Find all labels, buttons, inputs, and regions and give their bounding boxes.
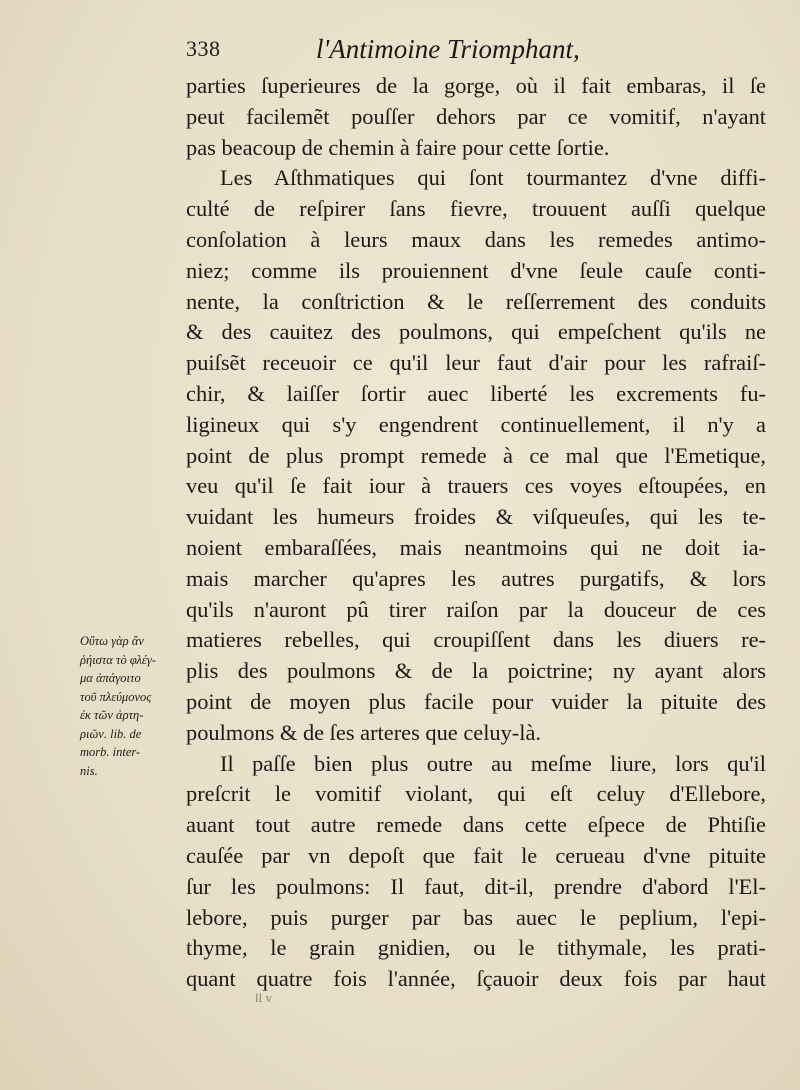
text-line: auant tout autre remede dans cette eſpece de Phtiſie xyxy=(186,812,766,838)
text-line: veu qu'il ſe fait iour à trauers ces voyes eſtoupées, en xyxy=(186,473,766,499)
text-line: ſur les poulmons: Il faut, dit-il, prendre d'abord l'El- xyxy=(186,873,766,899)
text-line: noient embaraſſées, mais neantmoins qui ne doit ia- xyxy=(186,534,766,560)
margin-note-line: ῥήιστα τὸ φλέγ- xyxy=(80,652,156,667)
text-line: matieres rebelles, qui croupiſſent dans les diuers re- xyxy=(186,627,766,653)
text-line: cauſée par vn depoſt que fait le cerueau d'vne pituite xyxy=(186,842,766,868)
text-line: conſolation à leurs maux dans les remedes antimo- xyxy=(186,226,766,252)
margin-note-line: ἐκ τῶν ἀρτη- xyxy=(80,708,144,722)
margin-note-line: morb. inter- xyxy=(80,745,141,759)
text-line: niez; comme ils prouiennent d'vne ſeule cauſe conti- xyxy=(186,257,766,283)
text-line: preſcrit le vomitif violant, qui eſt celuy d'Ellebore, xyxy=(186,781,766,807)
margin-note-line: Οὕτω γὰρ ἂν xyxy=(80,634,144,648)
margin-note-line: τοῦ πλεύμονος xyxy=(80,689,152,704)
text-line: culté de reſpirer ſans fievre, trouuent auſſi quelque xyxy=(186,196,766,222)
margin-note xyxy=(80,632,176,780)
text-line: pas beacoup de chemin à faire pour cette ſortie. xyxy=(186,134,610,160)
margin-note-line: ριῶν. lib. de xyxy=(80,726,142,741)
margin-note-line: μα ἀπάγοιτο xyxy=(80,671,141,685)
text-line: qu'ils n'auront pû tirer raiſon par la douceur de ces xyxy=(186,596,766,622)
margin-note-line: nis. xyxy=(80,763,98,778)
text-line: lebore, puis purger par bas auec le peplium, l'epi- xyxy=(186,904,766,930)
text-line: point de moyen plus facile pour vuider la pituite des xyxy=(186,688,766,714)
text-line: Les Aſthmatiques qui ſont tourmantez d'vne diffi- xyxy=(220,165,766,191)
text-line: chir, & laiſſer ſortir auec liberté les excrements fu- xyxy=(186,380,766,406)
body-text xyxy=(186,71,766,995)
catchword: ll v xyxy=(255,990,272,1005)
text-line: peut facilemẽt pouſſer dehors par ce vomitif, n'ayant xyxy=(186,103,766,129)
running-title: l'Antimoine Triomphant, xyxy=(316,34,580,64)
text-line: point de plus prompt remede à ce mal que l'Emetique, xyxy=(186,442,766,468)
text-line: puiſsẽt receuoir ce qu'il leur faut d'air pour les rafraiſ- xyxy=(186,350,766,376)
text-line: thyme, le grain gnidien, ou le tithymale, les prati- xyxy=(186,935,766,961)
text-line: quant quatre fois l'année, ſçauoir deux fois par haut xyxy=(186,966,766,992)
page-number: 338 xyxy=(186,36,221,61)
text-line: vuidant les humeurs froides & viſqueuſes, qui les te- xyxy=(186,504,766,530)
text-line: Il paſſe bien plus outre au meſme liure, lors qu'il xyxy=(220,750,766,776)
text-line: & des cauitez des poulmons, qui empeſchent qu'ils ne xyxy=(186,319,766,345)
text-line: plis des poulmons & de la poictrine; ny ayant alors xyxy=(186,658,766,684)
text-line: poulmons & de ſes arteres que celuy-là. xyxy=(186,719,542,745)
text-line: ligineux qui s'y engendrent continuellement, il n'y a xyxy=(186,411,766,437)
page-header xyxy=(186,34,766,74)
text-line: nente, la conſtriction & le reſſerrement des conduits xyxy=(186,288,766,314)
text-line: parties ſuperieures de la gorge, où il fait embaras, il ſe xyxy=(186,73,766,98)
text-line: mais marcher qu'apres les autres purgatifs, & lors xyxy=(186,565,766,591)
